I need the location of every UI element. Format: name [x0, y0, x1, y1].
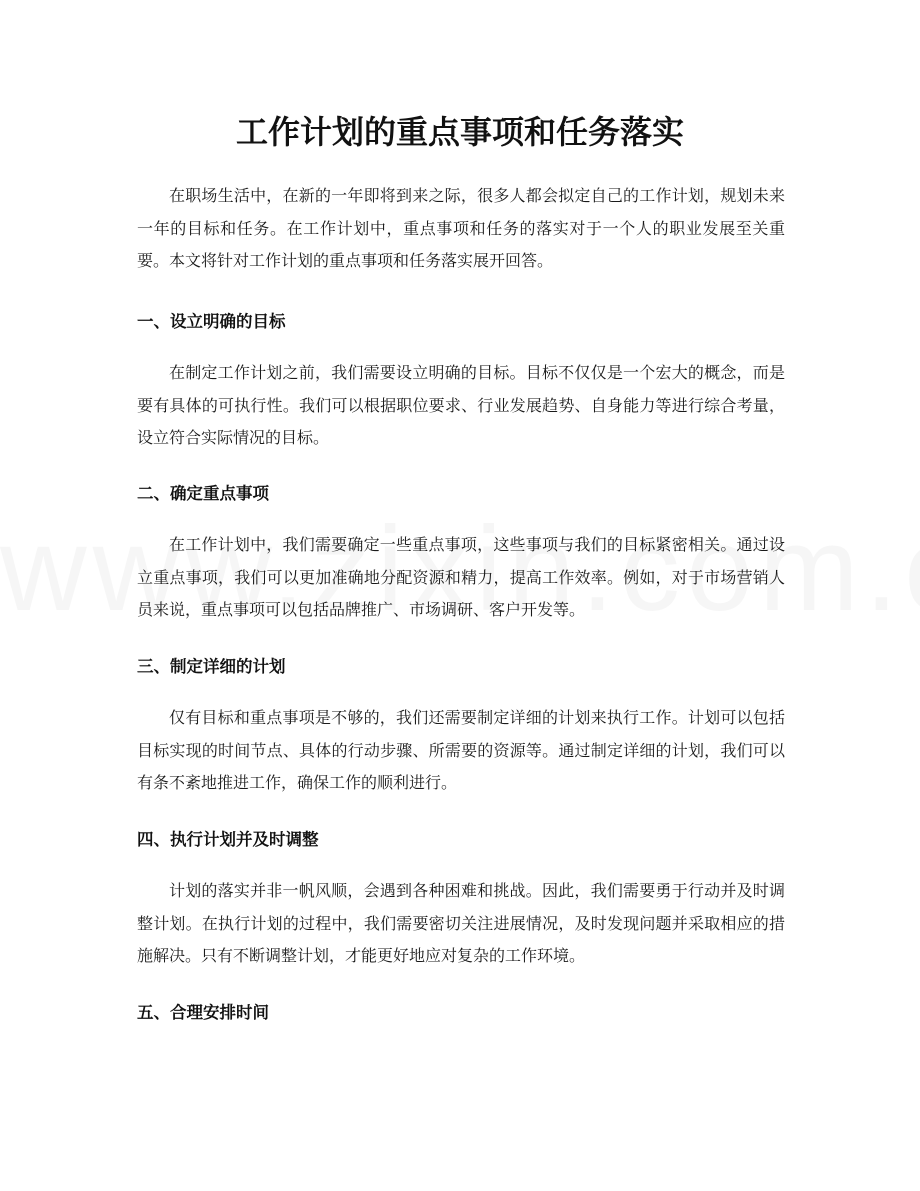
- section-body-4: 计划的落实并非一帆风顺，会遇到各种困难和挑战。因此，我们需要勇于行动并及时调整计划。在执行计划的过程中，我们需要密切关注进展情况，及时发现问题并采取相应的措施解决。只有不断调整计划，才能更好地应对复杂的工作环境。: [137, 881, 785, 965]
- section-heading-3: 三、制定详细的计划: [137, 657, 286, 676]
- intro-paragraph: 在职场生活中，在新的一年即将到来之际，很多人都会拟定自己的工作计划，规划未来一年的目标和任务。在工作计划中，重点事项和任务的落实对于一个人的职业发展至关重要。本文将针对工作计划的重点事项和任务落实展开回答。: [137, 186, 785, 270]
- section-heading-5: 五、合理安排时间: [137, 1003, 269, 1022]
- document-title: 工作计划的重点事项和任务落实: [235, 113, 684, 151]
- section-heading-1: 一、设立明确的目标: [137, 312, 286, 331]
- section-body-3: 仅有目标和重点事项是不够的，我们还需要制定详细的计划来执行工作。计划可以包括目标实现的时间节点、具体的行动步骤、所需要的资源等。通过制定详细的计划，我们可以有条不紊地推进工作，确保工作的顺利进行。: [137, 708, 785, 792]
- section-heading-4: 四、执行计划并及时调整: [137, 830, 319, 849]
- section-body-2: 在工作计划中，我们需要确定一些重点事项，这些事项与我们的目标紧密相关。通过设立重点事项，我们可以更加准确地分配资源和精力，提高工作效率。例如，对于市场营销人员来说，重点事项可以包括品牌推广、市场调研、客户开发等。: [137, 535, 785, 619]
- section-heading-2: 二、确定重点事项: [137, 484, 269, 503]
- section-body-1: 在制定工作计划之前，我们需要设立明确的目标。目标不仅仅是一个宏大的概念，而是要有具体的可执行性。我们可以根据职位要求、行业发展趋势、自身能力等进行综合考量，设立符合实际情况的目标。: [137, 363, 785, 447]
